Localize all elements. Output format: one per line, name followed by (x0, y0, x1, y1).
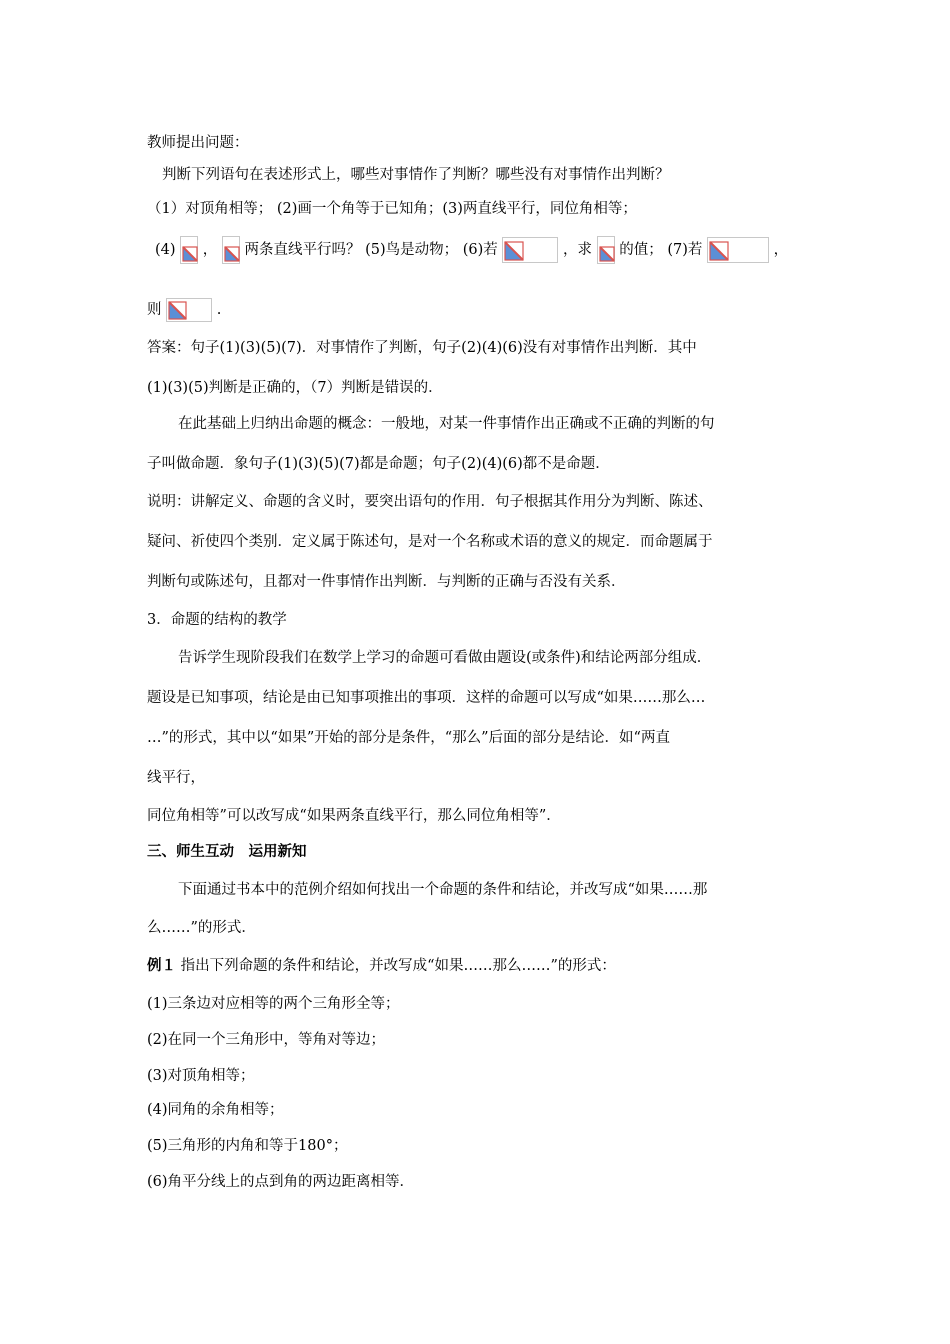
list-item: (6)角平分线上的点到角的两边距离相等． (147, 1174, 415, 1190)
text-fragment: . (216, 302, 222, 318)
formula-image-icon (502, 237, 558, 263)
list-item: (5)三角形的内角和等于180°； (147, 1138, 348, 1154)
formula-image-icon (222, 236, 240, 264)
text-line: 子叫做命题．象句子(1)(3)(5)(7)都是命题；句子(2)(4)(6)都不是命题． (147, 456, 610, 472)
formula-image-icon (180, 236, 198, 264)
example-label: 例１ (147, 957, 176, 974)
example-text: 指出下列命题的条件和结论，并改写成“如果……那么……”的形式： (176, 958, 616, 974)
text-line: 线平行， (147, 770, 205, 786)
text-line: 答案：句子(1)(3)(5)(7)．对事情作了判断，句子(2)(4)(6)没有对事情作出判断．其中 (147, 340, 697, 356)
text-fragment: ， (773, 242, 789, 258)
text-line: 告诉学生现阶段我们在数学上学习的命题可看做由题设(或条件)和结论两部分组成． (178, 650, 712, 666)
text-line: (1)(3)(5)判断是正确的，（7）判断是错误的． (147, 380, 443, 396)
text-line: 么……”的形式． (147, 920, 256, 936)
text-line (155, 236, 788, 264)
list-item: (2)在同一个三角形中，等角对等边； (147, 1032, 386, 1048)
text-fragment: 的值； (7)若 (619, 242, 703, 258)
text-line (147, 298, 221, 322)
text-fragment: (4) (155, 242, 176, 258)
text-line: 同位角相等”可以改写成“如果两条直线平行，那么同位角相等”． (147, 808, 561, 824)
text-line: 疑问、祈使四个类别．定义属于陈述句，是对一个名称或术语的意义的规定．而命题属于 (147, 534, 713, 550)
formula-image-icon (597, 236, 615, 264)
list-item: (4)同角的余角相等； (147, 1102, 284, 1118)
text-fragment: 则 (147, 302, 162, 318)
section-heading: 三、师生互动 运用新知 (147, 843, 307, 860)
section-heading: 3．命题的结构的教学 (147, 612, 287, 628)
example-line (147, 956, 616, 976)
text-fragment: 两条直线平行吗？ (5)鸟是动物； (6)若 (244, 242, 498, 258)
text-line: 题设是已知事项，结论是由已知事项推出的事项．这样的命题可以写成“如果……那么… (147, 690, 706, 706)
text-line: …”的形式，其中以“如果”开始的部分是条件，“那么”后面的部分是结论．如“两直 (147, 730, 670, 746)
text-fragment: ， (202, 242, 218, 258)
text-line: 教师提出问题： (147, 135, 249, 151)
text-line: （1）对顶角相等； (2)画一个角等于已知角；(3)两直线平行，同位角相等； (147, 201, 637, 217)
formula-image-icon (707, 237, 769, 263)
text-line: 说明：讲解定义、命题的含义时，要突出语句的作用．句子根据其作用分为判断、陈述、 (147, 494, 713, 510)
text-line: 下面通过书本中的范例介绍如何找出一个命题的条件和结论，并改写成“如果……那 (178, 882, 708, 898)
text-line: 在此基础上归纳出命题的概念：一般地，对某一件事情作出正确或不正确的判断的句 (178, 416, 715, 432)
text-line: 判断句或陈述句，且都对一件事情作出判断．与判断的正确与否没有关系． (147, 574, 626, 590)
formula-image-icon (166, 298, 212, 322)
list-item: (1)三条边对应相等的两个三角形全等； (147, 996, 400, 1012)
list-item: (3)对顶角相等； (147, 1068, 255, 1084)
text-fragment: ，求 (563, 242, 592, 258)
text-line: 判断下列语句在表述形式上，哪些对事情作了判断？哪些没有对事情作出判断？ (162, 167, 670, 183)
